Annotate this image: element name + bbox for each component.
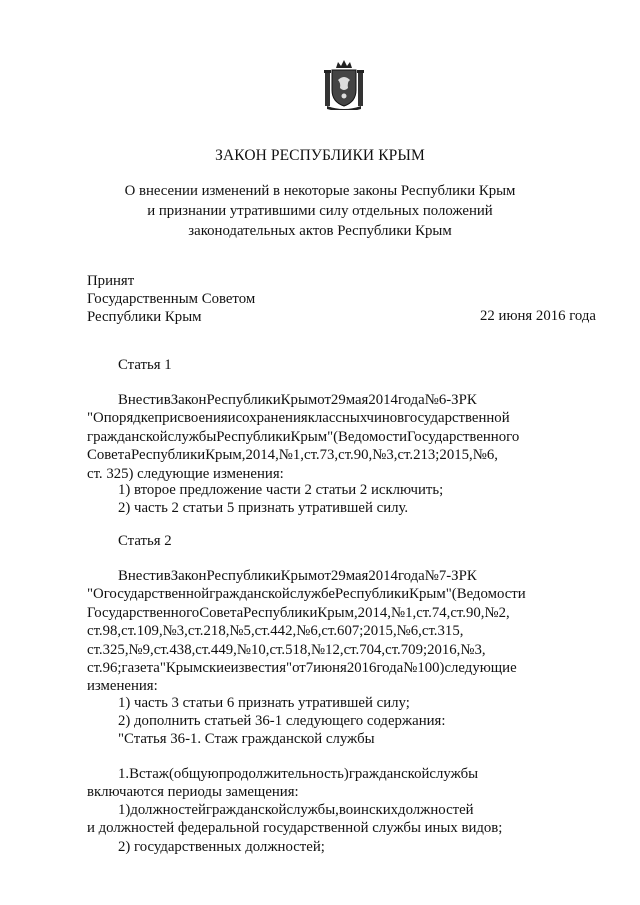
word: ст. — [385, 641, 401, 658]
paragraph-line — [87, 765, 596, 783]
word: ст. — [321, 623, 338, 640]
word: 10, — [250, 641, 270, 658]
word: 2016 — [346, 660, 377, 677]
paragraph-line — [87, 409, 596, 427]
word: 218, — [203, 623, 230, 640]
word: № — [403, 660, 418, 677]
word: присвоения — [154, 410, 228, 427]
word: "О — [87, 410, 104, 427]
word: ст. — [87, 660, 103, 677]
word: Крым" — [409, 586, 452, 603]
word: Внести — [118, 568, 164, 584]
law-subtitle — [0, 181, 640, 241]
crimea-coat-of-arms-icon — [323, 58, 365, 110]
word: № — [472, 447, 487, 464]
word: службе — [289, 586, 335, 603]
word: газета — [121, 660, 160, 677]
paragraph-line: и должностей федеральной государственной службы иных видов; — [87, 820, 503, 837]
word: 1, — [292, 447, 304, 464]
word: № — [236, 641, 251, 658]
word: гражданской — [87, 428, 168, 445]
word: Республики — [130, 447, 206, 464]
word: ст. — [421, 623, 438, 640]
paragraph-line — [87, 446, 596, 464]
word: 109, — [136, 623, 163, 640]
word: Внести — [118, 392, 164, 408]
article-2-paragraph — [87, 567, 596, 696]
word: 12, — [325, 641, 344, 658]
word: гражданской — [209, 586, 290, 603]
word: Республики — [216, 428, 291, 445]
word: 2014, — [245, 447, 279, 464]
article-1-item: 2) часть 2 статьи 5 признать утратившей силу. — [118, 500, 409, 516]
subtitle-line: О внесении изменений в некоторые законы Республики Крым — [124, 183, 516, 199]
word: 90, — [465, 604, 485, 621]
word: Государственного — [87, 604, 200, 621]
word: должностей — [398, 802, 474, 818]
word: № — [128, 641, 143, 658]
word: Совета — [199, 604, 244, 621]
word: классных — [307, 410, 367, 427]
law-title: ЗАКОН РЕСПУБЛИКИ КРЫМ — [215, 147, 425, 164]
word: 709; — [400, 641, 428, 658]
word: 2014 — [368, 568, 398, 584]
word: в — [163, 568, 171, 584]
word: ст. — [416, 604, 432, 621]
subtitle-line: законодательных актов Республики Крым — [188, 223, 452, 239]
word: гражданской — [348, 766, 430, 782]
word: № — [390, 604, 406, 621]
article-1-item: 1) второе предложение части 2 статьи 2 исключить; — [118, 482, 444, 498]
word: ст. — [450, 604, 466, 621]
paragraph-line — [87, 641, 596, 659]
word: ст. — [338, 447, 354, 464]
word: 1. — [118, 766, 130, 782]
word: 704, — [359, 641, 386, 658]
word: ст. — [254, 623, 271, 640]
word: Крым — [280, 392, 318, 408]
word: стаж — [138, 766, 169, 782]
word: мая — [345, 392, 369, 408]
word: В — [129, 766, 139, 782]
clause-1-paragraph — [87, 765, 596, 802]
word: 2, — [498, 604, 510, 621]
word: известия" — [230, 660, 293, 677]
word: 1) — [118, 802, 131, 818]
word: должностей — [130, 802, 206, 818]
word: (Ведомости — [333, 428, 408, 445]
word: 2015, — [363, 623, 397, 640]
word: № — [460, 641, 475, 658]
word: ст. — [187, 623, 204, 640]
word: Республики — [206, 568, 281, 584]
word: воинских — [338, 802, 399, 818]
word: ст. — [343, 641, 360, 658]
subclause-1-paragraph — [87, 801, 596, 838]
word: "Крымские — [159, 660, 231, 677]
word: службы — [429, 766, 479, 782]
paragraph-line — [87, 801, 596, 819]
word: Крым — [280, 568, 318, 584]
word: 29 — [330, 568, 346, 584]
word: 98, — [102, 623, 122, 640]
word: 29 — [330, 392, 346, 408]
word: Республики — [243, 604, 318, 621]
word: государственной — [103, 586, 210, 603]
word: 325, — [102, 641, 129, 658]
paragraph-line: включаются периоды замещения: — [87, 784, 299, 801]
word: и — [227, 410, 236, 427]
word: 442, — [270, 623, 297, 640]
word: июня — [313, 660, 347, 677]
word: 6, — [310, 623, 322, 640]
word: ст. — [87, 641, 103, 658]
word: гражданской — [205, 802, 287, 818]
word: Республики — [206, 392, 281, 408]
word: 438, — [169, 641, 196, 658]
word: чинов — [366, 410, 405, 427]
paragraph-line — [87, 622, 596, 640]
word: № — [396, 623, 411, 640]
word: 213; — [413, 447, 440, 464]
paragraph-line — [87, 585, 596, 603]
word: (Ведомости — [451, 586, 526, 603]
word: мая — [345, 568, 369, 584]
word: Совета — [87, 447, 131, 464]
word: ст. — [397, 447, 414, 464]
word: Республики — [334, 586, 410, 603]
word: 6-ЗРК — [438, 392, 477, 408]
word: ст. — [304, 447, 320, 464]
word: № — [424, 392, 439, 408]
word: 518, — [285, 641, 311, 658]
adoption-line: Принят — [87, 273, 135, 289]
word: Крым" — [290, 428, 334, 445]
word: 100) — [417, 660, 445, 677]
word: следующие — [444, 660, 517, 677]
paragraph-line — [87, 604, 596, 622]
word: Закон — [170, 392, 207, 408]
word: 2014, — [357, 604, 391, 621]
word: 2014 — [368, 392, 398, 408]
word: № — [278, 447, 293, 464]
word: 3, — [474, 641, 486, 658]
word: 3, — [176, 623, 188, 640]
word: Крым, — [317, 604, 358, 621]
adoption-date: 22 июня 2016 года — [480, 308, 596, 324]
word: 9, — [142, 641, 154, 658]
word: 90, — [353, 447, 373, 464]
adoption-line: Государственным Советом — [87, 291, 256, 307]
word: 7-ЗРК — [438, 568, 477, 584]
word: (общую — [169, 766, 219, 782]
paragraph-line — [87, 428, 596, 446]
word: 607; — [337, 623, 364, 640]
word: ст. — [121, 623, 137, 640]
word: № — [296, 623, 311, 640]
word: 74, — [431, 604, 451, 621]
word: в — [163, 392, 171, 408]
word: 315, — [437, 623, 464, 640]
paragraph-line — [87, 659, 596, 677]
word: ст. — [269, 641, 286, 658]
word: № — [484, 604, 499, 621]
word: 96; — [102, 660, 122, 677]
word: порядке — [103, 410, 155, 427]
adoption-line: Республики Крым — [87, 309, 202, 325]
word: 6, — [410, 623, 422, 640]
word: 3, — [386, 447, 398, 464]
word: 7 — [305, 660, 314, 677]
word: № — [310, 641, 326, 658]
word: 2016, — [427, 641, 461, 658]
article-2-item: "Статья 36-1. Стаж гражданской службы — [118, 731, 375, 747]
article-1-paragraph — [87, 391, 596, 483]
word: № — [372, 447, 387, 464]
word: службы, — [286, 802, 339, 818]
word: года — [397, 392, 425, 408]
word: продолжительность) — [218, 766, 349, 782]
paragraph-line: изменения: — [87, 678, 158, 695]
word: № — [229, 623, 244, 640]
word: 73, — [319, 447, 339, 464]
word: № — [424, 568, 439, 584]
article-2-title: Статья 2 — [118, 533, 172, 549]
word: 2015, — [439, 447, 473, 464]
word: ст. — [195, 641, 211, 658]
article-2-item: 1) часть 3 статьи 6 признать утратившей силу; — [118, 695, 410, 711]
word: года — [376, 660, 404, 677]
word: года — [397, 568, 425, 584]
word: от — [317, 392, 331, 408]
word: "О — [87, 586, 104, 603]
word: от — [292, 660, 306, 677]
word: ст. — [87, 623, 103, 640]
word: Государственного — [407, 428, 520, 445]
word: 5, — [243, 623, 255, 640]
subtitle-line: и признании утратившими силу отдельных положений — [147, 203, 493, 219]
word: 1, — [405, 604, 417, 621]
word: Крым, — [205, 447, 246, 464]
paragraph-line — [87, 391, 596, 409]
word: Закон — [170, 568, 207, 584]
word: № — [162, 623, 177, 640]
subclause-2: 2) государственных должностей; — [118, 839, 325, 855]
word: сохранения — [235, 410, 308, 427]
word: службы — [167, 428, 217, 445]
word: ст. — [153, 641, 170, 658]
article-2-item: 2) дополнить статьей 36-1 следующего содержания: — [118, 713, 446, 729]
word: государственной — [404, 410, 510, 427]
word: от — [317, 568, 331, 584]
paragraph-line: ст. 325) следующие изменения: — [87, 465, 284, 482]
word: 6, — [486, 447, 498, 464]
paragraph-line — [87, 567, 596, 585]
article-1-title: Статья 1 — [118, 357, 172, 373]
word: 449, — [210, 641, 237, 658]
adoption-block — [87, 272, 255, 326]
